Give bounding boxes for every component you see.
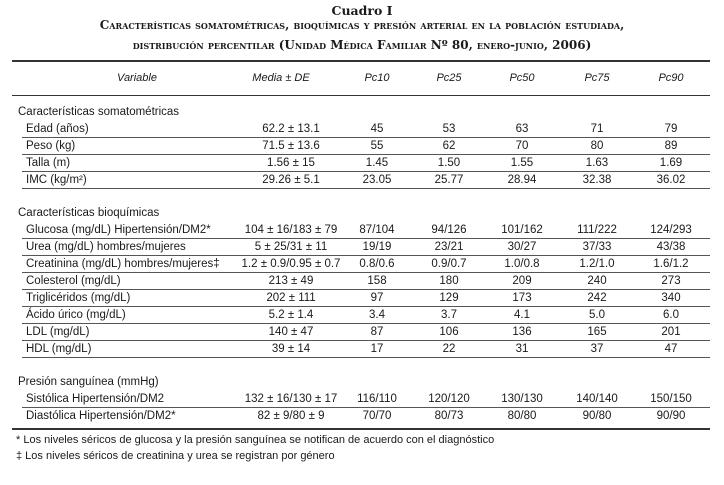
cell-pc50: 28.94 <box>507 174 537 186</box>
cell-pc50: 30/27 <box>507 241 537 253</box>
column-header-media: Media ± DE <box>252 72 310 84</box>
column-header-variable: Variable <box>117 72 157 84</box>
table-row <box>22 342 710 358</box>
row-label: Ácido úrico (mg/dL) <box>26 309 126 321</box>
cell-pc75: 80 <box>590 140 604 152</box>
cell-pc25: 1.50 <box>437 157 461 169</box>
cell-pc75: 111/222 <box>577 224 617 236</box>
cell-pc75: 37/33 <box>582 241 612 253</box>
cell-pc90: 90/90 <box>656 410 686 422</box>
cell-media: 71.5 ± 13.6 <box>262 140 320 152</box>
row-rule <box>22 407 710 408</box>
row-label: LDL (mg/dL) <box>26 326 90 338</box>
row-rule <box>22 137 710 138</box>
cell-pc50: 1.0/0.8 <box>504 258 540 270</box>
cell-pc75: 32.38 <box>582 174 612 186</box>
table-row <box>22 156 710 172</box>
row-label: Glucosa (mg/dL) Hipertensión/DM2* <box>26 224 211 236</box>
cell-pc50: 130/130 <box>501 393 543 405</box>
top-rule <box>12 60 710 62</box>
cell-pc90: 340 <box>661 292 681 304</box>
section-title-biochemical: Características bioquímicas <box>18 207 160 219</box>
column-header-pc10: Pc10 <box>364 72 390 84</box>
row-label: HDL (mg/dL) <box>26 343 92 355</box>
row-label: Talla (m) <box>26 157 71 169</box>
cell-pc75: 242 <box>587 292 607 304</box>
table-title-line-2: distribución percentilar (Unidad Médica Familiar Nº 80, enero-junio, 2006) <box>132 38 592 52</box>
row-label: Triglicéridos (mg/dL) <box>26 292 131 304</box>
row-rule <box>22 171 710 172</box>
column-header-pc50: Pc50 <box>509 72 535 84</box>
cell-pc25: 180 <box>439 275 459 287</box>
table-row <box>22 139 710 155</box>
cell-pc10: 19/19 <box>362 241 392 253</box>
cell-pc90: 201 <box>661 326 681 338</box>
cell-pc10: 23.05 <box>362 174 392 186</box>
cell-pc50: 63 <box>515 123 529 135</box>
cell-pc25: 25.77 <box>434 174 464 186</box>
table-row <box>22 274 710 290</box>
table-row <box>22 291 710 307</box>
cell-pc75: 90/80 <box>582 410 612 422</box>
cell-pc50: 101/162 <box>501 224 543 236</box>
cell-pc25: 80/73 <box>434 410 464 422</box>
row-rule <box>22 340 710 341</box>
cell-media: 5 ± 25/31 ± 11 <box>254 241 328 253</box>
column-header-pc90: Pc90 <box>658 72 684 84</box>
table-row <box>22 308 710 324</box>
cell-pc90: 36.02 <box>656 174 686 186</box>
table-row <box>22 409 710 425</box>
cell-pc90: 47 <box>664 343 678 355</box>
table-row <box>22 173 710 189</box>
table-row <box>22 257 710 273</box>
table-title-line-1: Características somatométricas, bioquímicas y presión arterial en la población estudiada, <box>99 18 625 32</box>
cell-pc75: 5.0 <box>589 309 605 321</box>
row-label: Edad (años) <box>26 123 89 135</box>
cell-media: 1.2 ± 0.9/0.95 ± 0.7 <box>241 258 341 270</box>
cell-pc10: 0.8/0.6 <box>359 258 395 270</box>
cell-media: 132 ± 16/130 ± 17 <box>244 393 338 405</box>
cell-media: 104 ± 16/183 ± 79 <box>244 224 338 236</box>
header-rule <box>12 95 710 96</box>
row-rule <box>22 289 710 290</box>
cell-pc50: 136 <box>512 326 532 338</box>
bottom-rule <box>12 428 710 430</box>
row-label: Diastólica Hipertensión/DM2* <box>26 410 176 422</box>
cell-pc90: 150/150 <box>650 393 692 405</box>
cell-pc10: 87 <box>370 326 384 338</box>
cell-pc25: 129 <box>439 292 459 304</box>
footnote-creatinine: ‡ Los niveles séricos de creatinina y urea se registran por género <box>16 450 335 462</box>
section-title-blood-pressure: Presión sanguínea (mmHg) <box>18 376 159 388</box>
cell-pc50: 209 <box>512 275 532 287</box>
cell-pc50: 1.55 <box>510 157 534 169</box>
cell-pc75: 140/140 <box>576 393 618 405</box>
row-rule <box>22 272 710 273</box>
cell-pc90: 6.0 <box>663 309 679 321</box>
cell-media: 82 ± 9/80 ± 9 <box>257 410 325 422</box>
footnote-glucose: * Los niveles séricos de glucosa y la presión sanguínea se notifican de acuerdo con el diagnóstico <box>16 434 495 446</box>
cell-pc90: 124/293 <box>650 224 692 236</box>
cell-pc25: 22 <box>442 343 456 355</box>
row-rule <box>22 357 710 358</box>
cell-pc75: 165 <box>587 326 607 338</box>
row-rule <box>22 323 710 324</box>
table-row <box>22 223 710 239</box>
cell-pc50: 31 <box>515 343 529 355</box>
cell-pc50: 70 <box>515 140 529 152</box>
cell-pc25: 106 <box>439 326 459 338</box>
cell-pc75: 1.63 <box>585 157 609 169</box>
cell-media: 1.56 ± 15 <box>267 157 315 169</box>
cell-pc25: 0.9/0.7 <box>431 258 467 270</box>
cell-pc10: 3.4 <box>369 309 385 321</box>
cell-pc50: 4.1 <box>514 309 530 321</box>
row-label: Urea (mg/dL) hombres/mujeres <box>26 241 186 253</box>
cell-media: 5.2 ± 1.4 <box>268 309 314 321</box>
column-header-pc75: Pc75 <box>584 72 610 84</box>
cell-pc10: 158 <box>367 275 387 287</box>
cell-pc25: 120/120 <box>428 393 470 405</box>
cell-pc90: 1.6/1.2 <box>653 258 689 270</box>
cell-pc50: 80/80 <box>507 410 537 422</box>
cell-media: 202 ± 111 <box>266 292 316 304</box>
cell-pc90: 1.69 <box>659 157 683 169</box>
cell-pc90: 89 <box>664 140 678 152</box>
cell-media: 140 ± 47 <box>268 326 314 338</box>
row-label: Colesterol (mg/dL) <box>26 275 121 287</box>
cell-pc25: 53 <box>442 123 456 135</box>
cell-media: 213 ± 49 <box>268 275 314 287</box>
row-rule <box>22 154 710 155</box>
cell-pc25: 3.7 <box>441 309 457 321</box>
row-label: Peso (kg) <box>26 140 76 152</box>
table-row <box>22 122 710 138</box>
cell-pc90: 43/38 <box>656 241 686 253</box>
cell-pc10: 1.45 <box>365 157 389 169</box>
table-row <box>22 392 710 408</box>
table-row <box>22 240 710 256</box>
cell-pc10: 17 <box>370 343 384 355</box>
cell-media: 39 ± 14 <box>271 343 311 355</box>
cell-media: 62.2 ± 13.1 <box>262 123 320 135</box>
row-rule <box>22 238 710 239</box>
row-rule <box>22 255 710 256</box>
cell-pc10: 97 <box>370 292 384 304</box>
cell-pc10: 70/70 <box>362 410 392 422</box>
cell-pc75: 37 <box>590 343 604 355</box>
row-label: Creatinina (mg/dL) hombres/mujeres‡ <box>26 258 220 270</box>
cell-pc25: 94/126 <box>431 224 467 236</box>
cell-pc50: 173 <box>512 292 532 304</box>
cell-pc25: 62 <box>442 140 456 152</box>
cell-pc75: 240 <box>587 275 607 287</box>
cell-media: 29.26 ± 5.1 <box>262 174 320 186</box>
table-label: Cuadro I <box>331 3 393 18</box>
cell-pc75: 1.2/1.0 <box>579 258 615 270</box>
row-label: IMC (kg/m²) <box>26 174 87 186</box>
row-label: Sistólica Hipertensión/DM2 <box>26 393 165 405</box>
cell-pc10: 87/104 <box>359 224 395 236</box>
cell-pc90: 79 <box>664 123 678 135</box>
cell-pc10: 55 <box>370 140 384 152</box>
cell-pc10: 116/110 <box>357 393 397 405</box>
row-rule <box>22 306 710 307</box>
cell-pc90: 273 <box>661 275 681 287</box>
column-header-pc25: Pc25 <box>436 72 462 84</box>
cell-pc10: 45 <box>370 123 384 135</box>
row-rule <box>22 188 710 189</box>
cell-pc75: 71 <box>590 123 604 135</box>
table-row <box>22 325 710 341</box>
cell-pc25: 23/21 <box>434 241 464 253</box>
section-title-somatometric: Características somatométricas <box>18 106 180 118</box>
